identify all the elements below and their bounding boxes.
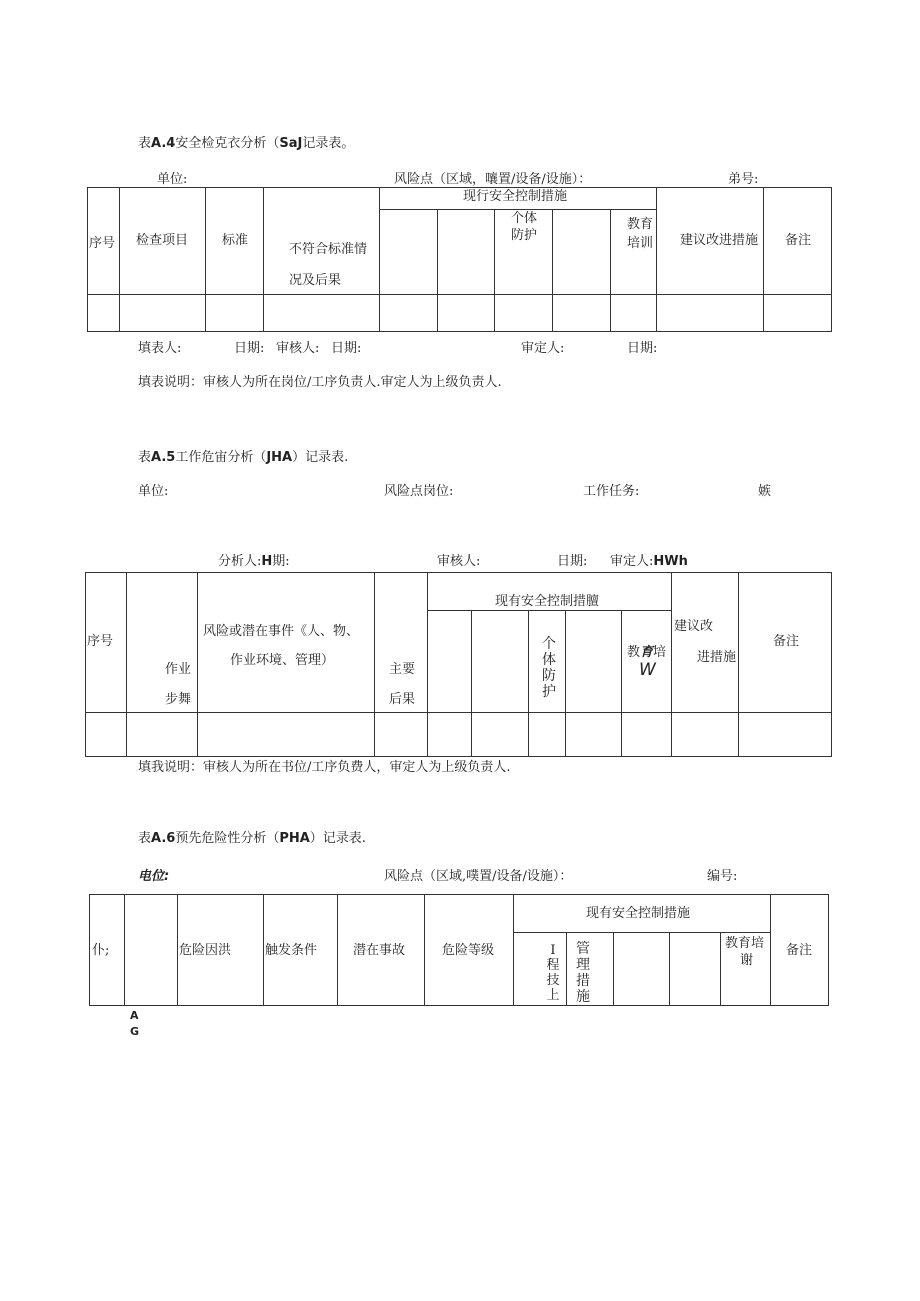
approver-mark: HWh (653, 554, 688, 569)
a5-unit-label: 单位: (138, 484, 169, 499)
a6-unit-label: 电位: (138, 869, 170, 884)
a5-task-label: 工作任务: (583, 484, 640, 499)
a6-header-potential-accident: 潜在事故 (353, 943, 406, 958)
caption-title: 预先危险性分析（ (175, 831, 280, 846)
a6-stray-mark-a: A (130, 1009, 139, 1022)
caption-title: 安全检克衣分析（ (175, 136, 280, 151)
a6-header-controls: 现有安全控制措施 (586, 906, 691, 921)
a5-date-label: 日期: (557, 554, 588, 569)
a4-footer-filler: 填表人: (138, 341, 182, 356)
a6-header-management-vertical: 管理措施 (576, 941, 590, 1005)
a5-header-controls: 现有安全控制措膻 (495, 594, 600, 609)
caption-prefix: 表 (138, 831, 152, 846)
caption-suffix: ）记录表. (309, 831, 366, 846)
a6-header-hazard-factor: 危险因洪 (179, 943, 232, 958)
caption-prefix: 表 (138, 450, 152, 465)
a5-header-suggestion-1: 建议改 (674, 619, 714, 634)
a4-footer-date-2: 日期: (331, 341, 362, 356)
a4-header-noncompliance-1: 不符合标准情 (289, 242, 368, 257)
caption-suffix: 记录表。 (302, 136, 355, 151)
a6-header-risk-level: 危险等级 (442, 943, 495, 958)
a4-header-standard: 标准 (222, 233, 249, 248)
analyst-date-suffix: 期: (272, 554, 290, 569)
a4-footer-date-3: 日期: (627, 341, 658, 356)
caption-number: A.6 (151, 831, 176, 846)
a5-header-step-2: 步舞 (165, 692, 192, 707)
a6-number-label: 编号: (707, 869, 738, 884)
a5-header-step-1: 作业 (165, 662, 192, 677)
a6-header-engineering-vertical: I程技上 (546, 943, 560, 1003)
approver-label: 审定人: (610, 554, 654, 569)
a4-risk-point-label: 风险点（区域，嚷置/设备/设施）： (394, 172, 592, 187)
a5-header-training-w: W (639, 660, 656, 680)
a6-header-trigger: 触发条件 (265, 943, 318, 958)
a4-header-suggestion: 建议改进措施 (680, 233, 759, 248)
training-char-c: 培 (653, 645, 667, 660)
analyst-h: H (261, 554, 273, 569)
a5-extra-char: 嫉 (758, 484, 772, 499)
a4-header-noncompliance-2: 况及后果 (289, 273, 342, 288)
a5-header-serial: 序号 (87, 634, 114, 649)
a4-header-training-2: 培训 (627, 236, 654, 251)
a5-header-remarks: 备注 (773, 634, 800, 649)
a4-footer-approver: 审定人: (521, 341, 565, 356)
a5-note: 填我说明：审核人为所在书位/工序负费人，审定人为上级负责人. (138, 760, 511, 775)
a5-post-label: 风险点岗位: (384, 484, 454, 499)
a5-header-risk-2: 作业环境、管理） (230, 653, 335, 668)
caption-title: 工作危宙分析（ (175, 450, 267, 465)
a4-header-controls: 现行安全控制措施 (463, 189, 568, 204)
caption-number: A.4 (151, 136, 176, 151)
a5-header-ppe-vertical: 个体防护 (542, 636, 556, 700)
a4-header-serial: 序号 (89, 236, 116, 251)
caption-suffix: ）记录表. (292, 450, 349, 465)
a4-footer-reviewer: 审核人: (276, 341, 320, 356)
a4-header-item: 检查项目 (136, 233, 189, 248)
analyst-label: 分析人: (218, 554, 262, 569)
a4-header-ppe-2: 防护 (511, 228, 538, 243)
a4-header-ppe-1: 个体 (511, 211, 538, 226)
a4-footer-date-1: 日期: (234, 341, 265, 356)
a6-header-training-1: 教育培 (725, 936, 765, 951)
caption-number: A.5 (151, 450, 176, 465)
caption-abbreviation: PHA (279, 831, 310, 846)
a4-number-label: 弟号: (728, 172, 759, 187)
a6-stray-mark-g: G (130, 1025, 140, 1038)
a5-header-suggestion-2: 进措施 (697, 650, 737, 665)
a6-header-remarks: 备注 (786, 943, 813, 958)
a4-note: 填表说明：审核人为所在岗位/工序负责人.审定人为上级负责人. (138, 375, 502, 390)
a5-reviewer-label: 审核人: (437, 554, 481, 569)
a5-header-consequence-1: 主要 (389, 662, 416, 677)
a6-header-serial: 仆; (92, 943, 110, 958)
a6-header-training-2: 谢 (740, 953, 754, 968)
a4-header-training-1: 教育 (627, 217, 654, 232)
a6-risk-point-label: 风险点（区域,噗置/设备/设施）： (384, 869, 573, 884)
training-char-a: 教 (627, 645, 641, 660)
caption-abbreviation: JHA (266, 450, 293, 465)
a4-header-remarks: 备注 (785, 233, 812, 248)
training-char-b: 育 (640, 645, 654, 660)
caption-prefix: 表 (138, 136, 152, 151)
a4-unit-label: 单位: (157, 172, 188, 187)
caption-abbreviation: SaJ (279, 136, 303, 151)
a5-header-consequence-2: 后果 (389, 692, 416, 707)
a5-header-risk-1: 风险或潜在事件《人、物、 (203, 624, 360, 639)
